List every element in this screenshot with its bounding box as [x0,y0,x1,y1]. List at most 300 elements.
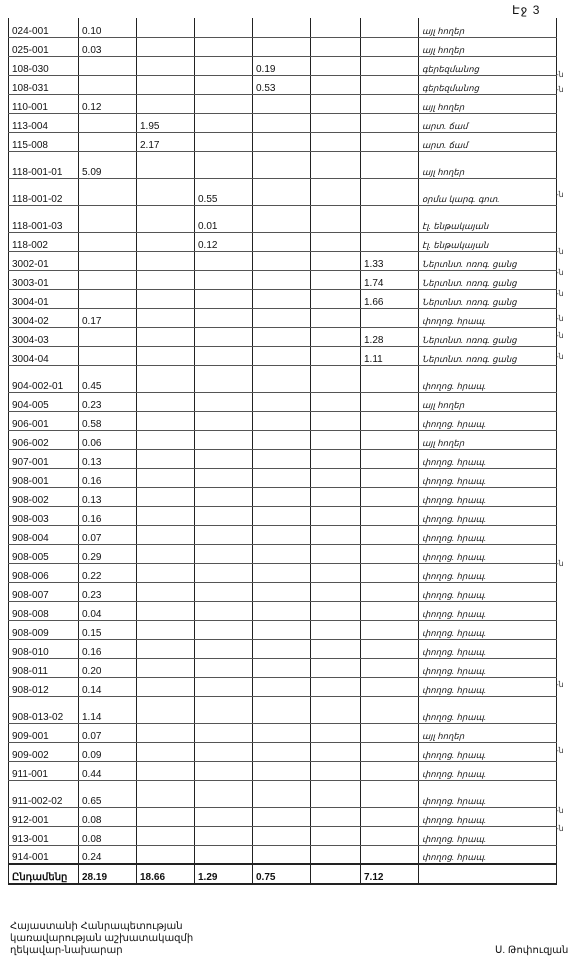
cell-value-3 [195,506,253,525]
cell-value-4 [253,639,311,658]
table-row [9,411,557,430]
cell-code: 904-002-01 [9,365,79,392]
table-row [9,94,557,113]
cell-value-4 [253,365,311,392]
cell-value-3 [195,696,253,723]
cell-description: փողոց. հրապ. [419,761,557,780]
cell-value-1: 0.44 [79,761,137,780]
cell-description: փողոց. հրապ. [419,563,557,582]
cell-value-1: 0.23 [79,582,137,601]
cell-value-6 [361,56,419,75]
cell-code: 3003-01 [9,270,79,289]
cell-value-1 [79,289,137,308]
footer-organization [10,921,193,957]
table-row [9,544,557,563]
cell-value-6 [361,487,419,506]
table-row [9,289,557,308]
cell-value-5 [311,346,361,365]
cell-value-1: 0.06 [79,430,137,449]
cell-value-2 [137,449,195,468]
cell-value-6 [361,151,419,178]
cell-value-1: 0.58 [79,411,137,430]
cell-value-3 [195,761,253,780]
cell-value-5 [311,506,361,525]
cell-value-5 [311,658,361,677]
cell-value-5 [311,780,361,807]
cell-value-1: 0.29 [79,544,137,563]
cell-description: փողոց. հրապ. [419,525,557,544]
cell-value-4 [253,270,311,289]
cell-value-2 [137,151,195,178]
cell-code: 911-002-02 [9,780,79,807]
cell-value-2 [137,289,195,308]
cell-description: Ներտնտ. ոռոգ. ցանց [419,251,557,270]
table-row [9,205,557,232]
cell-value-5 [311,151,361,178]
cell-value-5 [311,449,361,468]
cell-value-2 [137,696,195,723]
cell-value-5 [311,563,361,582]
footer-signatory: Ս. Թոփուզյան [495,945,569,956]
table-row [9,780,557,807]
cell-code: 024-001 [9,18,79,37]
cell-value-5 [311,365,361,392]
cell-value-1 [79,205,137,232]
cell-code: 113-004 [9,113,79,132]
cell-value-2 [137,487,195,506]
table-row [9,18,557,37]
cell-code: 909-002 [9,742,79,761]
margin-mark: -ն [556,352,564,361]
cell-value-6 [361,658,419,677]
table-row [9,365,557,392]
cell-value-5 [311,18,361,37]
cell-code: 3002-01 [9,251,79,270]
cell-value-2 [137,582,195,601]
cell-value-4 [253,742,311,761]
cell-value-3 [195,327,253,346]
cell-value-6 [361,18,419,37]
cell-description [419,864,557,884]
cell-value-4 [253,132,311,151]
cell-description: այլ հողեր [419,430,557,449]
margin-mark: -ն [556,331,564,340]
table-row [9,601,557,620]
margin-mark: -ն [556,268,564,277]
cell-value-3 [195,56,253,75]
margin-mark: -ն [556,806,564,815]
cell-value-3 [195,75,253,94]
cell-description: փողոց. հրապ. [419,544,557,563]
cell-value-1: 0.45 [79,365,137,392]
table-row [9,449,557,468]
cell-value-6 [361,807,419,826]
cell-value-2 [137,742,195,761]
cell-value-4 [253,327,311,346]
cell-value-1: 0.13 [79,487,137,506]
cell-code: 908-009 [9,620,79,639]
cell-value-5 [311,270,361,289]
cell-description: փողոց. հրապ. [419,601,557,620]
cell-value-5 [311,411,361,430]
cell-value-5 [311,289,361,308]
cell-value-6: 1.74 [361,270,419,289]
cell-value-3 [195,742,253,761]
cell-code: 110-001 [9,94,79,113]
cell-value-2 [137,205,195,232]
cell-value-4 [253,113,311,132]
cell-value-5 [311,94,361,113]
cell-description: Ներտնտ. ոռոգ. ցանց [419,289,557,308]
margin-mark: -ն [556,746,564,755]
cell-value-2 [137,563,195,582]
cell-description: Ներտնտ. ոռոգ. ցանց [419,346,557,365]
table-row [9,807,557,826]
cell-value-4 [253,563,311,582]
cell-value-6 [361,723,419,742]
cell-value-3 [195,677,253,696]
cell-value-1: 0.12 [79,94,137,113]
cell-value-3 [195,544,253,563]
cell-value-5 [311,327,361,346]
cell-code: 908-005 [9,544,79,563]
cell-description: փողոց. հրապ. [419,468,557,487]
cell-value-4: 0.75 [253,864,311,884]
cell-value-1: 0.24 [79,845,137,864]
margin-mark: -ն [556,680,564,689]
cell-value-1: 28.19 [79,864,137,884]
cell-code: 3004-04 [9,346,79,365]
cell-value-2 [137,56,195,75]
cell-value-6 [361,506,419,525]
cell-code: 118-001-01 [9,151,79,178]
cell-code: 115-008 [9,132,79,151]
cell-value-6 [361,620,419,639]
cell-value-1: 0.23 [79,392,137,411]
cell-value-6 [361,94,419,113]
cell-code: 3004-03 [9,327,79,346]
cell-value-6 [361,544,419,563]
table-row [9,563,557,582]
cell-value-6 [361,75,419,94]
cell-value-4 [253,178,311,205]
cell-value-6 [361,113,419,132]
cell-description: փողոց. հրապ. [419,677,557,696]
cell-description: էլ. ենթակայան [419,232,557,251]
cell-value-1: 0.10 [79,18,137,37]
cell-value-3 [195,601,253,620]
cell-value-3 [195,563,253,582]
cell-value-2 [137,411,195,430]
cell-value-3 [195,365,253,392]
cell-value-1: 0.07 [79,525,137,544]
cell-value-4 [253,289,311,308]
cell-value-2 [137,94,195,113]
cell-value-4 [253,487,311,506]
table-row [9,658,557,677]
cell-value-2 [137,620,195,639]
cell-value-3 [195,37,253,56]
cell-code: 904-005 [9,392,79,411]
page-number: Էջ 3 [512,3,541,17]
cell-value-2 [137,392,195,411]
cell-value-4 [253,430,311,449]
cell-value-2 [137,601,195,620]
cell-value-2 [137,639,195,658]
margin-mark: -ն [556,314,564,323]
cell-code: 908-011 [9,658,79,677]
cell-description: այլ հողեր [419,723,557,742]
table-row [9,525,557,544]
margin-mark: -ն [556,824,564,833]
cell-code: 908-013-02 [9,696,79,723]
cell-value-5 [311,132,361,151]
cell-value-2 [137,506,195,525]
cell-description: փողոց. հրապ. [419,506,557,525]
table-row [9,487,557,506]
cell-value-5 [311,308,361,327]
cell-description: օրմա կարգ. գոտ. [419,178,557,205]
cell-value-1 [79,75,137,94]
cell-value-6 [361,205,419,232]
cell-value-6: 7.12 [361,864,419,884]
cell-value-6 [361,449,419,468]
cell-value-4 [253,308,311,327]
cell-value-4 [253,658,311,677]
cell-value-4 [253,205,311,232]
cell-value-4 [253,94,311,113]
cell-value-6 [361,742,419,761]
cell-value-5 [311,601,361,620]
cell-value-2 [137,346,195,365]
cell-value-3 [195,18,253,37]
cell-value-1 [79,178,137,205]
cell-description: փողոց. հրապ. [419,696,557,723]
cell-value-5 [311,582,361,601]
footer-org-line-2: կառավարության աշխատակազմի [10,933,194,944]
cell-description: այլ հողեր [419,37,557,56]
cell-value-5 [311,620,361,639]
margin-mark: -ն [556,70,564,79]
cell-description: փողոց. հրապ. [419,487,557,506]
cell-value-3 [195,658,253,677]
cell-value-3: 1.29 [195,864,253,884]
cell-value-6: 1.28 [361,327,419,346]
cell-description: Ներտնտ. ոռոգ. ցանց [419,270,557,289]
cell-value-3 [195,94,253,113]
cell-value-4 [253,392,311,411]
cell-value-5 [311,723,361,742]
cell-value-2 [137,468,195,487]
cell-value-3 [195,346,253,365]
cell-value-5 [311,113,361,132]
margin-mark: -ն [556,190,564,199]
cell-value-4 [253,620,311,639]
cell-value-6 [361,780,419,807]
cell-description: այլ հողեր [419,151,557,178]
cell-description: գերեզմանոց [419,56,557,75]
cell-value-1: 0.22 [79,563,137,582]
table-row [9,75,557,94]
cell-value-3 [195,468,253,487]
cell-description: փողոց. հրապ. [419,780,557,807]
cell-value-1: 0.13 [79,449,137,468]
cell-value-5 [311,232,361,251]
cell-value-1: 0.15 [79,620,137,639]
table-row [9,327,557,346]
table-row [9,308,557,327]
cell-value-1: 0.16 [79,468,137,487]
cell-value-6 [361,430,419,449]
cell-description: փողոց. հրապ. [419,826,557,845]
cell-description: արտ. ճամ [419,132,557,151]
cell-value-2 [137,308,195,327]
cell-value-1 [79,232,137,251]
cell-value-4 [253,525,311,544]
cell-value-1: 0.16 [79,506,137,525]
cell-value-2 [137,845,195,864]
cell-code: 908-002 [9,487,79,506]
cell-value-2 [137,826,195,845]
cell-value-5 [311,251,361,270]
table-row [9,468,557,487]
cell-value-5 [311,544,361,563]
cell-value-3 [195,430,253,449]
cell-value-3 [195,411,253,430]
cell-description: փողոց. հրապ. [419,742,557,761]
cell-value-6 [361,677,419,696]
cell-value-3 [195,151,253,178]
cell-code: 908-008 [9,601,79,620]
cell-value-5 [311,392,361,411]
cell-value-4 [253,761,311,780]
table-row [9,639,557,658]
cell-value-2 [137,761,195,780]
table-row [9,677,557,696]
cell-description: Ներտնտ. ոռոգ. ցանց [419,327,557,346]
cell-value-4 [253,18,311,37]
cell-description: փողոց. հրապ. [419,582,557,601]
cell-value-1: 0.09 [79,742,137,761]
cell-value-1: 0.08 [79,826,137,845]
cell-value-5 [311,742,361,761]
cell-value-6 [361,696,419,723]
table-row [9,506,557,525]
cell-value-4 [253,807,311,826]
cell-value-6 [361,563,419,582]
table-row [9,826,557,845]
margin-mark: -ն [556,559,564,568]
cell-value-6: 1.11 [361,346,419,365]
cell-value-2 [137,780,195,807]
cell-code: 908-003 [9,506,79,525]
cell-value-6 [361,826,419,845]
cell-value-5 [311,430,361,449]
cell-code: 913-001 [9,826,79,845]
cell-description: փողոց. հրապ. [419,807,557,826]
cell-value-5 [311,864,361,884]
cell-value-3 [195,639,253,658]
cell-value-3: 0.01 [195,205,253,232]
cell-value-3 [195,487,253,506]
table-row [9,723,557,742]
cell-description: փողոց. հրապ. [419,845,557,864]
cell-value-6 [361,365,419,392]
cell-value-4 [253,826,311,845]
cell-value-2 [137,178,195,205]
cell-value-4 [253,251,311,270]
cell-value-2 [137,723,195,742]
table-row [9,37,557,56]
cell-value-2 [137,18,195,37]
cell-value-2 [137,807,195,826]
cell-value-1: 0.08 [79,807,137,826]
cell-code: 3004-01 [9,289,79,308]
cell-value-5 [311,761,361,780]
footer-org-line-1: Հայաստանի Հանրապետության [10,921,183,932]
table-row [9,696,557,723]
cell-value-6: 1.33 [361,251,419,270]
cell-code: 908-006 [9,563,79,582]
table-row [9,742,557,761]
cell-value-4 [253,468,311,487]
cell-value-1: 0.65 [79,780,137,807]
cell-value-6 [361,232,419,251]
table-row [9,113,557,132]
cell-value-6 [361,178,419,205]
cell-description: այլ հողեր [419,94,557,113]
cell-description: փողոց. հրապ. [419,308,557,327]
cell-value-2 [137,544,195,563]
cell-value-5 [311,845,361,864]
cell-description: այլ հողեր [419,18,557,37]
cell-code: 914-001 [9,845,79,864]
cell-code: 908-001 [9,468,79,487]
table-row [9,845,557,864]
cell-value-6: 1.66 [361,289,419,308]
cell-value-3 [195,308,253,327]
cell-value-4 [253,601,311,620]
cell-value-3 [195,807,253,826]
cell-value-6 [361,845,419,864]
cell-description: այլ հողեր [419,392,557,411]
cell-value-6 [361,411,419,430]
cell-value-6 [361,392,419,411]
table-row [9,251,557,270]
cell-value-4 [253,544,311,563]
cell-code: 3004-02 [9,308,79,327]
cell-value-6 [361,468,419,487]
cell-value-3 [195,113,253,132]
cell-value-6 [361,582,419,601]
table-row [9,761,557,780]
cell-value-1 [79,113,137,132]
cell-value-6 [361,639,419,658]
cell-value-3 [195,582,253,601]
cell-value-1 [79,346,137,365]
cell-description: փողոց. հրապ. [419,658,557,677]
cell-value-3 [195,845,253,864]
table-row [9,56,557,75]
cell-value-3 [195,289,253,308]
cell-code: 907-001 [9,449,79,468]
cell-value-3 [195,392,253,411]
cell-value-1: 0.16 [79,639,137,658]
cell-value-2 [137,677,195,696]
cell-code: 908-012 [9,677,79,696]
cell-value-4 [253,346,311,365]
cell-value-1: 0.14 [79,677,137,696]
